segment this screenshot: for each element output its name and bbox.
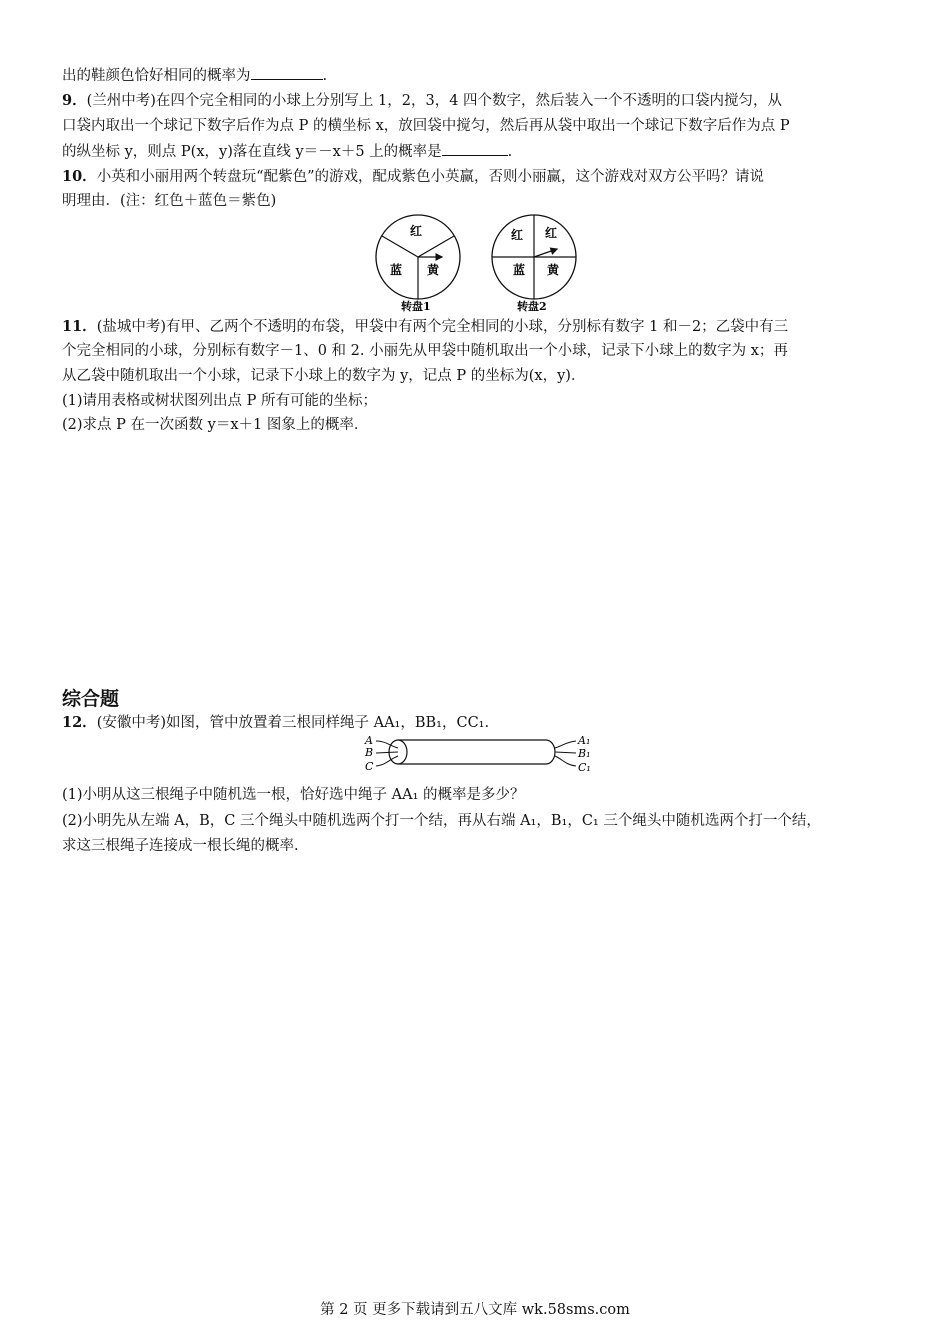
sector-label: 黄 [547, 263, 560, 277]
rope-end-label: B [365, 746, 374, 759]
q8-tail-text: 出的鞋颜色恰好相同的概率为 [62, 68, 251, 84]
spinner-1 [376, 215, 460, 313]
q11-line-2: 个完全相同的小球，分别标有数字－1、0 和 2. 小丽先从甲袋中随机取出一个小球，记录下小球上的数字为 x；再 [62, 343, 788, 359]
q10-line-1: 10．小英和小丽用两个转盘玩“配紫色”的游戏，配成紫色小英赢，否则小丽赢，这个游戏对双方公平吗？请说 [62, 168, 765, 185]
spinner-title: 转盘2 [517, 300, 547, 313]
q12-part-1: (1)小明从这三根绳子中随机选一根，恰好选中绳子 AA₁ 的概率是多少？ [62, 787, 525, 803]
sector-label: 蓝 [513, 263, 526, 277]
rope-end-label: A [365, 734, 373, 747]
answer-blank [442, 142, 508, 156]
section-title: 综合题 [62, 688, 120, 710]
sector-label: 红 [410, 224, 423, 238]
q11-line-3: 从乙袋中随机取出一个小球，记录下小球上的数字为 y，记点 P 的坐标为(x，y)． [62, 368, 586, 384]
rope-end-label: C [365, 760, 374, 773]
q11-line-1: 11．(盐城中考)有甲、乙两个不透明的布袋，甲袋中有两个完全相同的小球，分别标有数字 1 和－2；乙袋中有三 [62, 318, 789, 335]
sector-label: 红 [511, 228, 524, 242]
q9-line-2: 口袋内取出一个球记下数字后作为点 P 的横坐标 x，放回袋中搅匀，然后再从袋中取出一个球记下数字后作为点 P [62, 118, 790, 134]
q12-part-2-line-1: (2)小明先从左端 A，B，C 三个绳头中随机选两个打一个结，再从右端 A₁，B₁，C₁ 三个绳头中随机选两个打一个结， [62, 813, 821, 829]
rope-end-label: A₁ [578, 734, 591, 747]
tube-figure [362, 734, 592, 778]
question-number: 12． [62, 714, 97, 731]
spinners-figure [365, 212, 590, 314]
q9-line-1: 9．(兰州中考)在四个完全相同的小球上分别写上 1，2，3，4 四个数字，然后装入一个不透明的口袋内搅匀，从 [62, 92, 783, 109]
q10-line-2: 明理由．(注：红色＋蓝色＝紫色) [62, 193, 277, 209]
sector-label: 黄 [427, 263, 440, 277]
q8-tail-line: 出的鞋颜色恰好相同的概率为 . [62, 68, 328, 84]
rope-end-label: B₁ [578, 747, 591, 760]
question-number: 9． [62, 92, 87, 109]
q11-part-2: (2)求点 P 在一次函数 y＝x＋1 图象上的概率． [62, 417, 369, 433]
q12-part-2-line-2: 求这三根绳子连接成一根长绳的概率. [62, 838, 299, 854]
q11-part-1: (1)请用表格或树状图列出点 P 所有可能的坐标； [62, 393, 378, 409]
tube [389, 740, 555, 764]
page-footer: 第 2 页 更多下载请到五八文库 wk.58sms.com [320, 1302, 630, 1318]
sector-label: 蓝 [390, 263, 403, 277]
question-number: 10． [62, 168, 97, 185]
spinner-pointer [534, 249, 557, 257]
sector-label: 红 [545, 226, 558, 240]
spinner-2 [492, 215, 576, 313]
question-number: 11． [62, 318, 97, 335]
q12-line-1: 12．(安徽中考)如图，管中放置着三根同样绳子 AA₁，BB₁，CC₁. [62, 714, 490, 731]
rope-end-label: C₁ [578, 761, 591, 774]
answer-blank [251, 66, 323, 80]
q9-line-3: 的纵坐标 y，则点 P(x，y)落在直线 y＝－x＋5 上的概率是 . [62, 144, 513, 160]
spinner-title: 转盘1 [401, 300, 431, 313]
